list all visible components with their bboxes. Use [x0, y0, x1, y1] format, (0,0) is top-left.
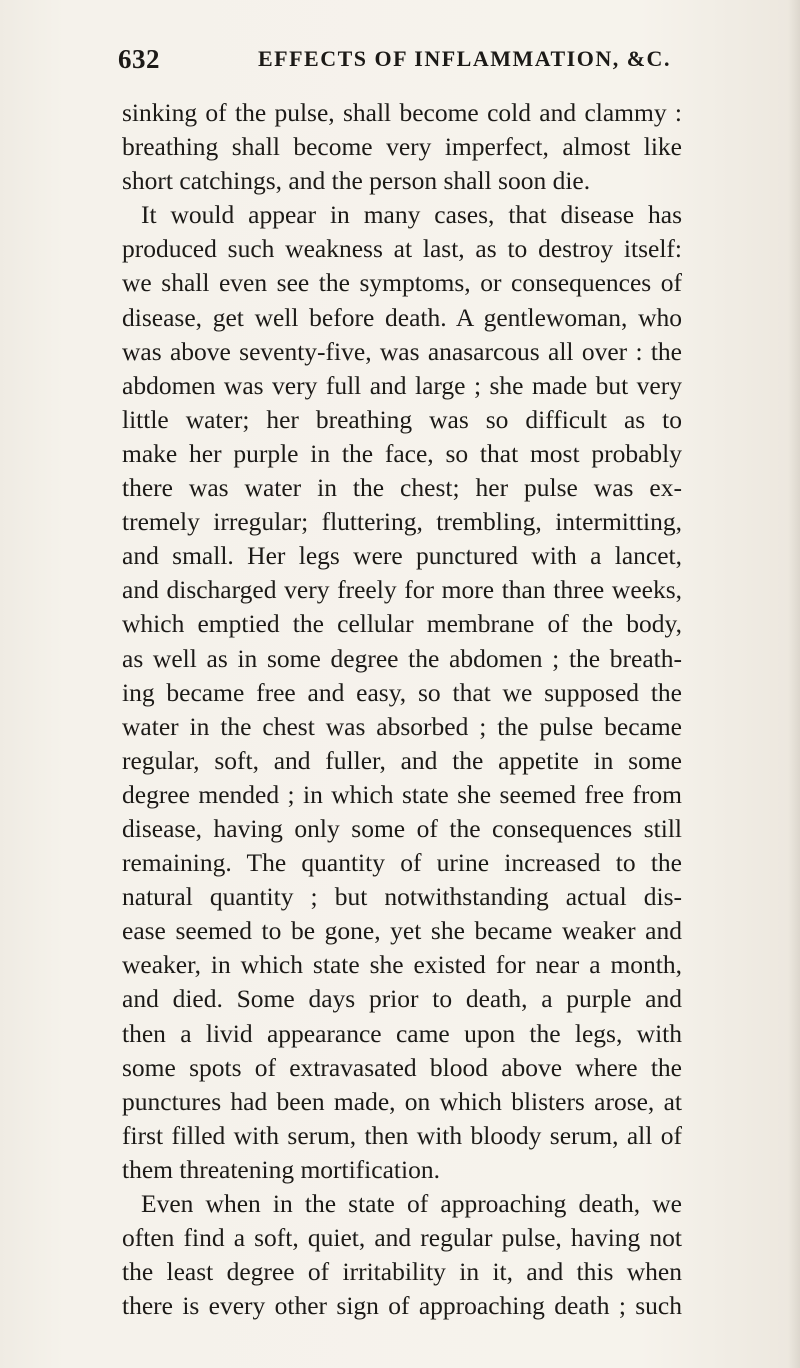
text-line: punctures had been made, on which blisters arose, at	[122, 1086, 682, 1116]
text-line: as well as in some degree the abdomen ; the breath-	[122, 643, 682, 673]
text-line: them threatening mortification.	[122, 1154, 440, 1184]
text-line: and small. Her legs were punctured with a lancet,	[122, 541, 682, 571]
text-line: first filled with serum, then with bloody serum, all of	[122, 1120, 682, 1150]
text-line: It would appear in many cases, that disease has	[141, 200, 682, 230]
text-line: disease, get well before death. A gentlewoman, who	[122, 302, 682, 332]
text-line: weaker, in which state she existed for near a month,	[122, 950, 682, 980]
text-line: water in the chest was absorbed ; the pulse became	[122, 711, 682, 741]
text-line: the least degree of irritability in it, and this when	[122, 1257, 682, 1287]
page-edge-shadow	[788, 0, 800, 1368]
text-line: little water; her breathing was so difficult as to	[122, 404, 682, 434]
text-line: which emptied the cellular membrane of the body,	[122, 609, 682, 639]
text-line: there is every other sign of approaching death ; such	[122, 1291, 682, 1321]
text-line: then a livid appearance came upon the legs, with	[122, 1018, 682, 1048]
text-line: degree mended ; in which state she seemed free from	[122, 779, 682, 809]
text-line: disease, having only some of the consequences still	[122, 813, 682, 843]
text-line: Even when in the state of approaching death, we	[141, 1189, 682, 1218]
text-line: breathing shall become very imperfect, almost like	[122, 132, 682, 162]
text-line: tremely irregular; fluttering, trembling, intermitting,	[122, 507, 682, 537]
running-head	[118, 44, 678, 84]
text-line: regular, soft, and fuller, and the appetite in some	[122, 745, 682, 775]
text-line: make her purple in the face, so that most probably	[122, 438, 682, 468]
text-line: short catchings, and the person shall soon die.	[122, 166, 591, 196]
text-line: ing became free and easy, so that we supposed the	[122, 677, 682, 707]
text-line: abdomen was very full and large ; she made but very	[122, 370, 682, 400]
text-line: ease seemed to be gone, yet she became weaker and	[122, 916, 682, 946]
text-line: and died. Some days prior to death, a purple and	[122, 984, 682, 1014]
text-line: was above seventy-five, was anasarcous all over : the	[122, 336, 682, 366]
text-line: there was water in the chest; her pulse was ex-	[122, 473, 682, 503]
text-line: natural quantity ; but notwithstanding actual dis-	[122, 882, 682, 912]
page-number: 632	[118, 44, 160, 74]
body-text	[122, 96, 682, 1323]
text-line: produced such weakness at last, as to destroy itself:	[122, 234, 682, 264]
running-title: EFFECTS OF INFLAMMATION, &C.	[258, 46, 671, 71]
text-line: we shall even see the symptoms, or consequences of	[122, 268, 682, 298]
text-line: remaining. The quantity of urine increased to the	[122, 848, 682, 878]
text-line: often find a soft, quiet, and regular pulse, having not	[122, 1223, 682, 1253]
text-line: some spots of extravasated blood above where the	[122, 1052, 682, 1082]
text-line: and discharged very freely for more than three weeks,	[122, 575, 682, 605]
text-line: sinking of the pulse, shall become cold and clammy :	[122, 98, 682, 127]
